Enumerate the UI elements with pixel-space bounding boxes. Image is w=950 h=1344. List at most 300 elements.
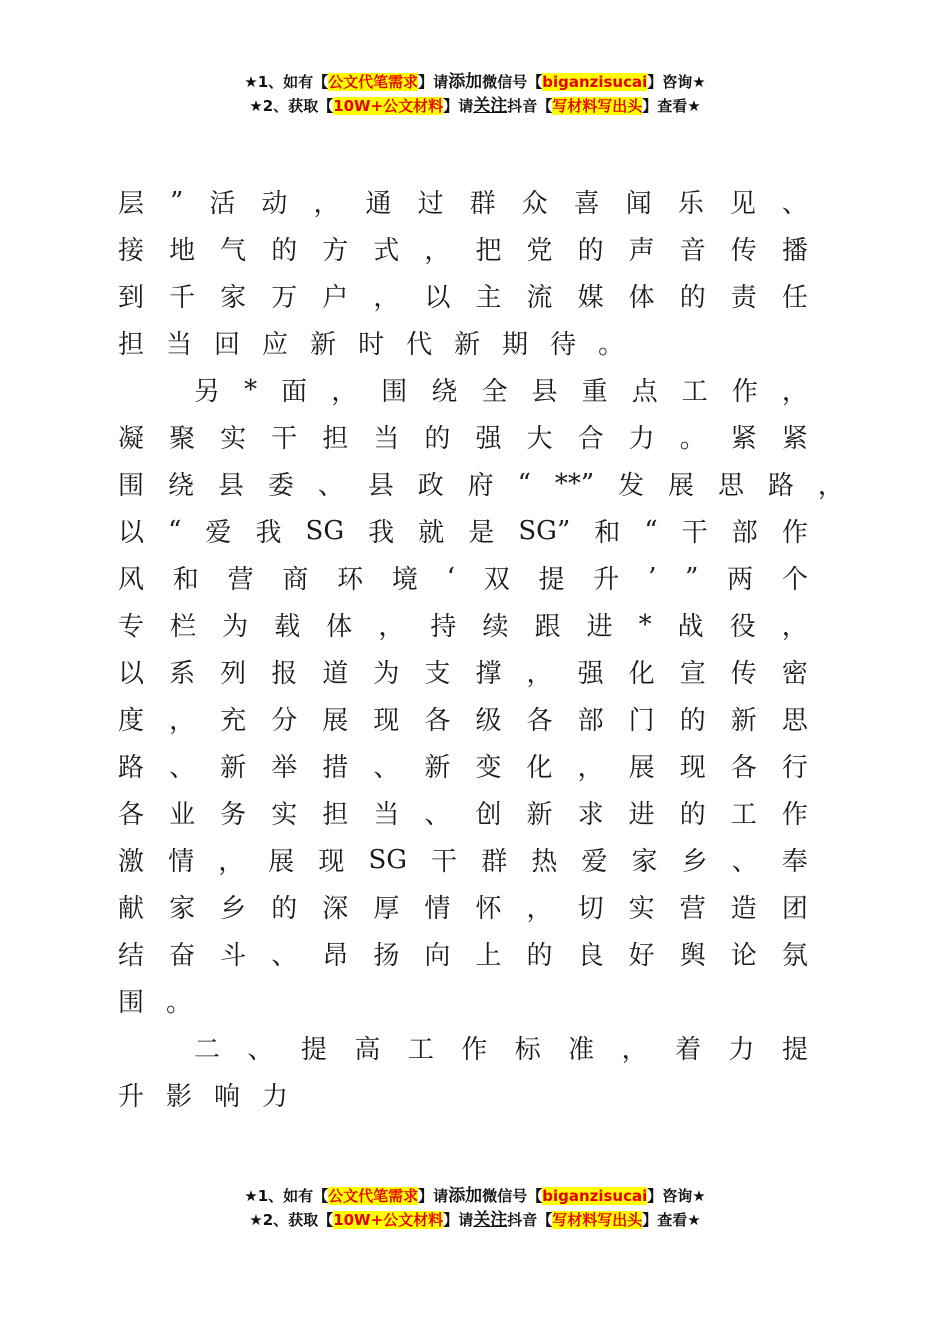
text-line [118, 1024, 808, 1071]
text-glyph: 力 [262, 1082, 289, 1112]
text-glyph: 工 [681, 377, 708, 407]
text-glyph: 的 [577, 236, 604, 266]
text-glyph: 播 [781, 236, 808, 266]
text-glyph: 家 [220, 283, 247, 313]
text-glyph: 的 [424, 424, 451, 454]
text-glyph: 流 [526, 283, 553, 313]
text-glyph: 展 [268, 847, 295, 877]
text-glyph: ， [313, 189, 340, 219]
promo-text: 】查看★ [642, 97, 701, 115]
text-glyph: 我 [255, 518, 282, 548]
text-glyph: 时 [358, 330, 385, 360]
text-glyph: 到 [118, 283, 145, 313]
text-glyph: 各 [424, 706, 451, 736]
text-glyph: 围 [118, 471, 145, 501]
text-glyph: 实 [271, 800, 298, 830]
text-glyph: 级 [475, 706, 502, 736]
text-glyph: 气 [220, 236, 247, 266]
text-glyph: 。 [679, 424, 706, 454]
text-glyph: 昂 [322, 941, 349, 971]
text-glyph: 群 [469, 189, 496, 219]
text-glyph: 应 [262, 330, 289, 360]
text-glyph: 激 [118, 847, 145, 877]
text-glyph: 动 [261, 189, 288, 219]
promo-emphasis: 关注 [473, 96, 508, 116]
text-glyph: 以 [118, 518, 145, 548]
text-glyph: 新 [454, 330, 481, 360]
text-glyph: 作 [461, 1035, 488, 1065]
text-glyph: 乐 [677, 189, 704, 219]
text-glyph: 宣 [679, 659, 706, 689]
text-glyph: 的 [679, 283, 706, 313]
text-glyph: 新 [220, 753, 247, 783]
text-glyph: 主 [475, 283, 502, 313]
text-glyph: 地 [169, 236, 196, 266]
header-promo-banner [0, 70, 950, 118]
text-glyph: ， [781, 377, 808, 407]
text-glyph: 两 [727, 565, 754, 595]
text-glyph: 战 [677, 612, 704, 642]
text-glyph: 委 [267, 471, 294, 501]
text-glyph: 的 [679, 800, 706, 830]
promo-text: ★2、获取【 [249, 1211, 334, 1229]
text-glyph: 切 [577, 894, 604, 924]
text-glyph: 现 [373, 706, 400, 736]
text-glyph: 县 [367, 471, 394, 501]
text-glyph: 工 [730, 800, 757, 830]
text-line [118, 789, 808, 836]
text-glyph: 体 [326, 612, 353, 642]
text-glyph: 各 [526, 706, 553, 736]
text-glyph: 思 [781, 706, 808, 736]
text-glyph: 部 [577, 706, 604, 736]
text-glyph: 斗 [220, 941, 247, 971]
text-glyph: 音 [679, 236, 706, 266]
text-glyph: 干 [431, 847, 458, 877]
promo-emphasis: 添加 [448, 72, 483, 92]
text-glyph: SG [368, 844, 408, 875]
text-glyph: 高 [354, 1035, 381, 1065]
text-glyph: 紧 [730, 424, 757, 454]
promo-text: 】请 [418, 73, 449, 91]
text-glyph: 见 [729, 189, 756, 219]
promo-text: 】咨询★ [647, 73, 706, 91]
text-glyph: 举 [271, 753, 298, 783]
promo-line-2 [0, 94, 950, 118]
text-glyph: 热 [531, 847, 558, 877]
text-glyph: 。 [166, 988, 193, 1018]
text-glyph: 行 [781, 753, 808, 783]
text-glyph: 各 [730, 753, 757, 783]
text-glyph: 报 [271, 659, 298, 689]
text-glyph: 新 [730, 706, 757, 736]
text-glyph: 县 [217, 471, 244, 501]
text-glyph: 和 [172, 565, 199, 595]
text-glyph: 现 [318, 847, 345, 877]
text-glyph: 我 [368, 518, 395, 548]
text-line [118, 836, 808, 883]
promo-highlight: 公文代笔需求 [328, 73, 419, 91]
text-glyph: 情 [168, 847, 195, 877]
text-glyph: 紧 [781, 424, 808, 454]
text-glyph: 府 [467, 471, 494, 501]
text-glyph: 千 [169, 283, 196, 313]
text-glyph: 媒 [577, 283, 604, 313]
text-glyph: * [244, 374, 258, 405]
text-glyph: 新 [310, 330, 337, 360]
text-glyph: ， [577, 753, 604, 783]
text-glyph: ” [685, 562, 699, 593]
text-glyph: 万 [271, 283, 298, 313]
text-glyph: 进 [628, 800, 655, 830]
text-glyph: 业 [169, 800, 196, 830]
promo-text: 】请 [418, 1187, 449, 1205]
text-glyph: 过 [417, 189, 444, 219]
text-glyph: 责 [730, 283, 757, 313]
text-glyph: 的 [679, 706, 706, 736]
text-line [118, 601, 808, 648]
text-glyph: 、 [731, 847, 758, 877]
text-glyph: 干 [681, 518, 708, 548]
text-glyph: 点 [631, 377, 658, 407]
text-glyph: 的 [271, 894, 298, 924]
text-glyph: 化 [526, 753, 553, 783]
promo-emphasis: 添加 [448, 1186, 483, 1206]
text-glyph: 好 [628, 941, 655, 971]
text-glyph: 通 [365, 189, 392, 219]
text-glyph: 的 [271, 236, 298, 266]
text-glyph: “ [644, 515, 658, 546]
text-glyph: 以 [118, 659, 145, 689]
text-glyph: 活 [209, 189, 236, 219]
text-glyph: 以 [424, 283, 451, 313]
text-glyph: 大 [526, 424, 553, 454]
text-glyph: 升 [118, 1082, 145, 1112]
text-glyph: 式 [373, 236, 400, 266]
text-glyph: 围 [381, 377, 408, 407]
wechat-id-highlight: biganzisucai [542, 73, 648, 91]
promo-line-1 [0, 70, 950, 94]
text-glyph: 家 [631, 847, 658, 877]
text-line [118, 225, 808, 272]
text-glyph: 双 [483, 565, 510, 595]
text-line [118, 883, 808, 930]
text-glyph: 团 [781, 894, 808, 924]
text-glyph: 作 [731, 377, 758, 407]
text-glyph: 就 [418, 518, 445, 548]
text-glyph: 专 [118, 612, 145, 642]
text-glyph: 营 [227, 565, 254, 595]
text-glyph: ， [817, 471, 844, 501]
text-glyph: 营 [679, 894, 706, 924]
text-glyph: 绕 [167, 471, 194, 501]
text-glyph: 载 [274, 612, 301, 642]
text-glyph: 厚 [373, 894, 400, 924]
text-glyph: 进 [586, 612, 613, 642]
text-glyph: 响 [214, 1082, 241, 1112]
text-glyph: 展 [322, 706, 349, 736]
text-glyph: 提 [300, 1035, 327, 1065]
text-line [118, 648, 808, 695]
promo-text: 抖音【 [507, 1211, 553, 1229]
text-glyph: 升 [593, 565, 620, 595]
text-line [118, 413, 808, 460]
text-glyph: 路 [767, 471, 794, 501]
text-line [118, 930, 808, 977]
text-glyph: 强 [577, 659, 604, 689]
text-glyph: “ [517, 468, 531, 499]
text-glyph: 为 [373, 659, 400, 689]
text-glyph: “ [168, 515, 182, 546]
text-glyph: 户 [322, 283, 349, 313]
text-glyph: 充 [220, 706, 247, 736]
text-glyph: 待 [550, 330, 577, 360]
promo-text: 】查看★ [642, 1211, 701, 1229]
text-glyph: 求 [577, 800, 604, 830]
text-glyph: 、 [271, 941, 298, 971]
text-glyph: 担 [322, 424, 349, 454]
text-glyph: 良 [577, 941, 604, 971]
text-glyph: 新 [526, 800, 553, 830]
text-glyph: 重 [581, 377, 608, 407]
text-glyph: 传 [730, 236, 757, 266]
text-glyph: ， [781, 612, 808, 642]
document-body [118, 178, 844, 1118]
text-glyph: 怀 [475, 894, 502, 924]
douyin-highlight: 写材料写出头 [552, 1211, 643, 1229]
text-glyph: 把 [475, 236, 502, 266]
text-glyph: 围 [118, 988, 145, 1018]
promo-text: 】请 [443, 1211, 474, 1229]
douyin-highlight: 写材料写出头 [552, 97, 643, 115]
text-glyph: 展 [668, 471, 695, 501]
text-glyph: 列 [220, 659, 247, 689]
text-glyph: 声 [628, 236, 655, 266]
text-glyph: 工 [407, 1035, 434, 1065]
text-glyph: 县 [531, 377, 558, 407]
text-glyph: 上 [475, 941, 502, 971]
text-glyph: 作 [781, 800, 808, 830]
text-glyph: 发 [618, 471, 645, 501]
text-glyph: ， [526, 894, 553, 924]
promo-line-2 [0, 1208, 950, 1232]
text-glyph: 境 [391, 565, 418, 595]
text-line [118, 507, 808, 554]
text-glyph: ” [170, 186, 184, 217]
text-glyph: 舆 [679, 941, 706, 971]
text-glyph: 实 [220, 424, 247, 454]
text-glyph: **” [554, 468, 595, 499]
text-glyph: 论 [730, 941, 757, 971]
text-glyph: 变 [475, 753, 502, 783]
promo-text: 】咨询★ [647, 1187, 706, 1205]
text-glyph: 撑 [475, 659, 502, 689]
text-glyph: 影 [166, 1082, 193, 1112]
text-glyph: 爱 [581, 847, 608, 877]
text-glyph: 政 [417, 471, 444, 501]
text-glyph: 体 [628, 283, 655, 313]
text-glyph: 风 [118, 565, 145, 595]
text-glyph: 乡 [681, 847, 708, 877]
text-glyph: 、 [317, 471, 344, 501]
text-glyph: 喜 [573, 189, 600, 219]
text-glyph: ， [373, 283, 400, 313]
promo-emphasis: 关注 [473, 1210, 508, 1230]
text-glyph: 路 [118, 753, 145, 783]
text-glyph: 着 [675, 1035, 702, 1065]
text-glyph: 环 [337, 565, 364, 595]
text-glyph: 、 [169, 753, 196, 783]
text-glyph: 结 [118, 941, 145, 971]
promo-text: 微信号【 [482, 73, 543, 91]
text-glyph: 凝 [118, 424, 145, 454]
text-glyph: 提 [781, 1035, 808, 1065]
text-glyph: SG” [518, 515, 571, 546]
text-line [118, 554, 808, 601]
text-glyph: 回 [214, 330, 241, 360]
text-glyph: 、 [781, 189, 808, 219]
promo-text: 抖音【 [507, 97, 553, 115]
text-glyph: 续 [482, 612, 509, 642]
text-glyph: 和 [594, 518, 621, 548]
text-glyph: 党 [526, 236, 553, 266]
text-glyph: 奉 [781, 847, 808, 877]
promo-highlight: 10W+公文材料 [333, 97, 444, 115]
text-line [118, 1071, 808, 1118]
text-glyph: 商 [282, 565, 309, 595]
text-glyph: 扬 [373, 941, 400, 971]
text-glyph: 二 [194, 1035, 221, 1065]
text-line [118, 319, 808, 366]
text-glyph: ‘ [446, 562, 455, 593]
text-glyph: ， [169, 706, 196, 736]
text-glyph: 力 [728, 1035, 755, 1065]
text-glyph: 层 [118, 189, 145, 219]
text-glyph: 实 [628, 894, 655, 924]
text-glyph: 众 [521, 189, 548, 219]
text-glyph: 面 [281, 377, 308, 407]
promo-text: ★1、如有【 [244, 1187, 329, 1205]
text-line [118, 695, 808, 742]
promo-highlight: 10W+公文材料 [333, 1211, 444, 1229]
text-glyph: 持 [430, 612, 457, 642]
text-glyph: 化 [628, 659, 655, 689]
text-line [118, 272, 808, 319]
text-glyph: 方 [322, 236, 349, 266]
text-glyph: 全 [481, 377, 508, 407]
footer-promo-banner [0, 1184, 950, 1232]
text-glyph: 群 [481, 847, 508, 877]
text-glyph: 、 [247, 1035, 274, 1065]
text-glyph: 作 [781, 518, 808, 548]
text-glyph: 提 [538, 565, 565, 595]
text-glyph: 造 [730, 894, 757, 924]
text-glyph: 强 [475, 424, 502, 454]
text-glyph: 务 [220, 800, 247, 830]
text-glyph: 担 [118, 330, 145, 360]
text-glyph: ， [218, 847, 245, 877]
text-glyph: 现 [679, 753, 706, 783]
text-glyph: 标 [514, 1035, 541, 1065]
text-glyph: 力 [628, 424, 655, 454]
text-glyph: 新 [424, 753, 451, 783]
text-glyph: ， [378, 612, 405, 642]
text-glyph: 准 [568, 1035, 595, 1065]
text-glyph: 爱 [205, 518, 232, 548]
text-glyph: 任 [781, 283, 808, 313]
text-glyph: 役 [729, 612, 756, 642]
text-glyph: 个 [781, 565, 808, 595]
text-glyph: 。 [598, 330, 625, 360]
text-glyph: 传 [730, 659, 757, 689]
text-glyph: 当 [166, 330, 193, 360]
text-glyph: 门 [628, 706, 655, 736]
text-glyph: 跟 [534, 612, 561, 642]
text-glyph: ， [424, 236, 451, 266]
text-glyph: SG [305, 515, 345, 546]
text-glyph: 思 [718, 471, 745, 501]
text-glyph: 各 [118, 800, 145, 830]
text-glyph: 、 [373, 753, 400, 783]
text-glyph: 代 [406, 330, 433, 360]
text-glyph: 家 [169, 894, 196, 924]
text-glyph: 聚 [169, 424, 196, 454]
text-glyph: 乡 [220, 894, 247, 924]
text-glyph: 的 [526, 941, 553, 971]
wechat-id-highlight: biganzisucai [542, 1187, 648, 1205]
text-glyph: 情 [424, 894, 451, 924]
text-glyph: ， [526, 659, 553, 689]
promo-text: ★1、如有【 [244, 73, 329, 91]
text-glyph: 系 [169, 659, 196, 689]
text-glyph: 献 [118, 894, 145, 924]
text-glyph: ， [621, 1035, 648, 1065]
text-glyph: ， [331, 377, 358, 407]
text-line [118, 460, 844, 507]
text-glyph: 部 [731, 518, 758, 548]
text-glyph: 担 [322, 800, 349, 830]
text-glyph: 支 [424, 659, 451, 689]
text-glyph: 闻 [625, 189, 652, 219]
text-glyph: 氛 [781, 941, 808, 971]
text-glyph: 当 [373, 424, 400, 454]
text-glyph: 深 [322, 894, 349, 924]
promo-text: 微信号【 [482, 1187, 543, 1205]
text-glyph: 向 [424, 941, 451, 971]
text-glyph: 当 [373, 800, 400, 830]
promo-text: 】请 [443, 97, 474, 115]
promo-text: ★2、获取【 [249, 97, 334, 115]
text-line [118, 977, 808, 1024]
text-glyph: 合 [577, 424, 604, 454]
text-glyph: 密 [781, 659, 808, 689]
text-glyph: 绕 [431, 377, 458, 407]
text-line [118, 366, 808, 413]
text-glyph: 期 [502, 330, 529, 360]
text-glyph: 、 [424, 800, 451, 830]
text-glyph: * [638, 609, 652, 640]
text-glyph: 奋 [169, 941, 196, 971]
promo-line-1 [0, 1184, 950, 1208]
text-glyph: ’ [648, 562, 657, 593]
text-line [118, 178, 808, 225]
text-glyph: 接 [118, 236, 145, 266]
text-glyph: 栏 [170, 612, 197, 642]
text-glyph: 展 [628, 753, 655, 783]
text-glyph: 分 [271, 706, 298, 736]
text-glyph: 创 [475, 800, 502, 830]
text-glyph: 另 [194, 377, 221, 407]
